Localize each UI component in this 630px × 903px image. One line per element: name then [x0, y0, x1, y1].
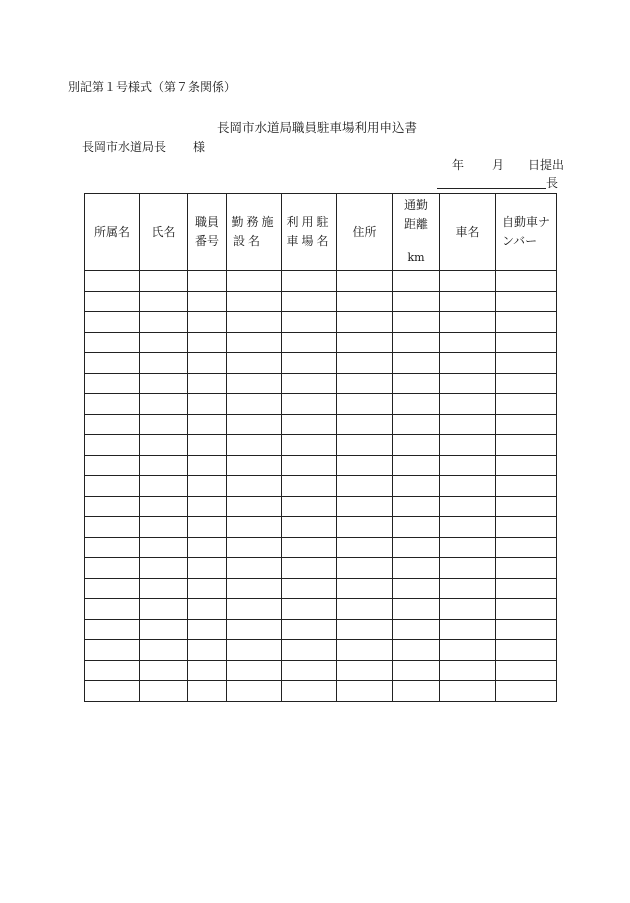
cell-car-name[interactable] — [440, 373, 496, 394]
cell-workplace[interactable] — [227, 476, 282, 497]
cell-department[interactable] — [85, 312, 140, 333]
cell-workplace[interactable] — [227, 681, 282, 702]
cell-car-name[interactable] — [440, 578, 496, 599]
cell-name[interactable] — [140, 660, 188, 681]
cell-address[interactable] — [337, 373, 393, 394]
cell-commute-distance[interactable] — [393, 681, 440, 702]
cell-address[interactable] — [337, 496, 393, 517]
cell-car-name[interactable] — [440, 619, 496, 640]
cell-staff-number[interactable] — [188, 578, 227, 599]
cell-license-plate[interactable] — [496, 332, 557, 353]
cell-parking-lot[interactable] — [282, 660, 337, 681]
cell-department[interactable] — [85, 373, 140, 394]
cell-commute-distance[interactable] — [393, 271, 440, 292]
cell-address[interactable] — [337, 332, 393, 353]
cell-name[interactable] — [140, 455, 188, 476]
cell-car-name[interactable] — [440, 476, 496, 497]
cell-name[interactable] — [140, 599, 188, 620]
cell-commute-distance[interactable] — [393, 619, 440, 640]
cell-department[interactable] — [85, 291, 140, 312]
table-row — [85, 312, 557, 333]
cell-license-plate[interactable] — [496, 537, 557, 558]
cell-department[interactable] — [85, 558, 140, 579]
date-day-submitted-label: 日提出 — [528, 158, 565, 172]
table-row — [85, 496, 557, 517]
cell-workplace[interactable] — [227, 537, 282, 558]
cell-address[interactable] — [337, 353, 393, 374]
cell-workplace[interactable] — [227, 414, 282, 435]
cell-license-plate[interactable] — [496, 455, 557, 476]
table-row — [85, 660, 557, 681]
cell-commute-distance[interactable] — [393, 660, 440, 681]
cell-department[interactable] — [85, 599, 140, 620]
cell-car-name[interactable] — [440, 681, 496, 702]
cell-parking-lot[interactable] — [282, 332, 337, 353]
cell-parking-lot[interactable] — [282, 578, 337, 599]
cell-address[interactable] — [337, 517, 393, 538]
date-month-label: 月 — [492, 158, 505, 172]
table-row — [85, 537, 557, 558]
cell-department[interactable] — [85, 271, 140, 292]
cell-car-name[interactable] — [440, 312, 496, 333]
cell-license-plate[interactable] — [496, 558, 557, 579]
table-row — [85, 681, 557, 702]
cell-department[interactable] — [85, 619, 140, 640]
cell-address[interactable] — [337, 414, 393, 435]
cell-parking-lot[interactable] — [282, 681, 337, 702]
cell-staff-number[interactable] — [188, 435, 227, 456]
cell-license-plate[interactable] — [496, 599, 557, 620]
cell-name[interactable] — [140, 640, 188, 661]
cell-name[interactable] — [140, 496, 188, 517]
cell-commute-distance[interactable] — [393, 312, 440, 333]
cell-parking-lot[interactable] — [282, 373, 337, 394]
cell-car-name[interactable] — [440, 517, 496, 538]
cell-staff-number[interactable] — [188, 476, 227, 497]
table-row — [85, 394, 557, 415]
cell-staff-number[interactable] — [188, 455, 227, 476]
cell-license-plate[interactable] — [496, 312, 557, 333]
table-row — [85, 414, 557, 435]
cell-license-plate[interactable] — [496, 394, 557, 415]
cell-workplace[interactable] — [227, 558, 282, 579]
cell-commute-distance[interactable] — [393, 517, 440, 538]
date-year-label: 年 — [452, 158, 465, 172]
cell-address[interactable] — [337, 619, 393, 640]
cell-license-plate[interactable] — [496, 640, 557, 661]
cell-parking-lot[interactable] — [282, 537, 337, 558]
table-row — [85, 373, 557, 394]
cell-name[interactable] — [140, 414, 188, 435]
cell-license-plate[interactable] — [496, 414, 557, 435]
cell-address[interactable] — [337, 660, 393, 681]
cell-parking-lot[interactable] — [282, 353, 337, 374]
table-header-row — [85, 194, 557, 271]
table-row — [85, 619, 557, 640]
cell-staff-number[interactable] — [188, 291, 227, 312]
cell-address[interactable] — [337, 578, 393, 599]
cell-license-plate[interactable] — [496, 619, 557, 640]
cell-name[interactable] — [140, 619, 188, 640]
cell-car-name[interactable] — [440, 271, 496, 292]
cell-parking-lot[interactable] — [282, 619, 337, 640]
cell-address[interactable] — [337, 640, 393, 661]
table-row — [85, 353, 557, 374]
cell-license-plate[interactable] — [496, 271, 557, 292]
document-title: 長岡市水道局職員駐車場利用申込書 — [217, 120, 418, 135]
addressee-honorific: 様 — [193, 140, 206, 154]
cell-workplace[interactable] — [227, 496, 282, 517]
cell-commute-distance[interactable] — [393, 414, 440, 435]
cell-commute-distance[interactable] — [393, 353, 440, 374]
table-row — [85, 578, 557, 599]
cell-workplace[interactable] — [227, 435, 282, 456]
cell-workplace[interactable] — [227, 271, 282, 292]
cell-address[interactable] — [337, 394, 393, 415]
cell-parking-lot[interactable] — [282, 394, 337, 415]
cell-parking-lot[interactable] — [282, 414, 337, 435]
cell-department[interactable] — [85, 578, 140, 599]
cell-parking-lot[interactable] — [282, 291, 337, 312]
cell-address[interactable] — [337, 599, 393, 620]
table-row — [85, 599, 557, 620]
cell-workplace[interactable] — [227, 394, 282, 415]
cell-commute-distance[interactable] — [393, 496, 440, 517]
cell-workplace[interactable] — [227, 332, 282, 353]
cell-license-plate[interactable] — [496, 353, 557, 374]
cell-address[interactable] — [337, 435, 393, 456]
cell-workplace[interactable] — [227, 640, 282, 661]
table-row — [85, 558, 557, 579]
cell-name[interactable] — [140, 681, 188, 702]
cell-commute-distance[interactable] — [393, 435, 440, 456]
cell-parking-lot[interactable] — [282, 312, 337, 333]
cell-license-plate[interactable] — [496, 435, 557, 456]
cell-parking-lot[interactable] — [282, 640, 337, 661]
cell-department[interactable] — [85, 476, 140, 497]
cell-staff-number[interactable] — [188, 414, 227, 435]
cell-address[interactable] — [337, 681, 393, 702]
cell-staff-number[interactable] — [188, 496, 227, 517]
cell-parking-lot[interactable] — [282, 435, 337, 456]
cell-staff-number[interactable] — [188, 619, 227, 640]
cell-car-name[interactable] — [440, 332, 496, 353]
header-name: 氏名 — [140, 194, 188, 271]
cell-car-name[interactable] — [440, 435, 496, 456]
header-department: 所属名 — [85, 194, 140, 271]
cell-staff-number[interactable] — [188, 660, 227, 681]
table-body — [85, 271, 557, 702]
cell-workplace[interactable] — [227, 373, 282, 394]
cell-commute-distance[interactable] — [393, 599, 440, 620]
cell-commute-distance[interactable] — [393, 394, 440, 415]
cell-parking-lot[interactable] — [282, 558, 337, 579]
cell-staff-number[interactable] — [188, 558, 227, 579]
cell-car-name[interactable] — [440, 496, 496, 517]
cell-car-name[interactable] — [440, 414, 496, 435]
cell-staff-number[interactable] — [188, 394, 227, 415]
cell-name[interactable] — [140, 394, 188, 415]
cell-department[interactable] — [85, 640, 140, 661]
cell-department[interactable] — [85, 496, 140, 517]
header-commute-distance: 通勤 距離 km — [393, 194, 440, 271]
cell-workplace[interactable] — [227, 353, 282, 374]
cell-commute-distance[interactable] — [393, 578, 440, 599]
cell-license-plate[interactable] — [496, 517, 557, 538]
cell-parking-lot[interactable] — [282, 599, 337, 620]
cell-car-name[interactable] — [440, 394, 496, 415]
cell-department[interactable] — [85, 353, 140, 374]
header-license-plate: 自動車ナ ンバー — [496, 194, 557, 271]
header-staff-number: 職員 番号 — [188, 194, 227, 271]
cell-address[interactable] — [337, 558, 393, 579]
cell-workplace[interactable] — [227, 291, 282, 312]
applicant-suffix: 長 — [545, 176, 558, 190]
cell-workplace[interactable] — [227, 455, 282, 476]
cell-address[interactable] — [337, 537, 393, 558]
cell-license-plate[interactable] — [496, 681, 557, 702]
cell-name[interactable] — [140, 558, 188, 579]
cell-workplace[interactable] — [227, 660, 282, 681]
applicant-signature-line[interactable] — [437, 176, 558, 190]
table-row — [85, 332, 557, 353]
header-parking-lot: 利用駐 車場名 — [282, 194, 337, 271]
cell-name[interactable] — [140, 312, 188, 333]
cell-name[interactable] — [140, 373, 188, 394]
cell-parking-lot[interactable] — [282, 271, 337, 292]
cell-car-name[interactable] — [440, 291, 496, 312]
cell-license-plate[interactable] — [496, 660, 557, 681]
cell-name[interactable] — [140, 353, 188, 374]
cell-name[interactable] — [140, 537, 188, 558]
cell-department[interactable] — [85, 394, 140, 415]
cell-license-plate[interactable] — [496, 476, 557, 497]
cell-car-name[interactable] — [440, 455, 496, 476]
form-number-label: 別記第１号様式（第７条関係） — [68, 80, 237, 94]
header-workplace: 勤務施 設名 — [227, 194, 282, 271]
table-row — [85, 517, 557, 538]
table-row — [85, 640, 557, 661]
cell-car-name[interactable] — [440, 660, 496, 681]
addressee-name: 長岡市水道局長 — [82, 140, 167, 154]
cell-department[interactable] — [85, 455, 140, 476]
table-row — [85, 455, 557, 476]
cell-parking-lot[interactable] — [282, 476, 337, 497]
cell-department[interactable] — [85, 332, 140, 353]
cell-commute-distance[interactable] — [393, 476, 440, 497]
cell-staff-number[interactable] — [188, 373, 227, 394]
cell-commute-distance[interactable] — [393, 332, 440, 353]
cell-staff-number[interactable] — [188, 312, 227, 333]
cell-staff-number[interactable] — [188, 517, 227, 538]
cell-name[interactable] — [140, 291, 188, 312]
cell-staff-number[interactable] — [188, 332, 227, 353]
cell-staff-number[interactable] — [188, 599, 227, 620]
cell-car-name[interactable] — [440, 537, 496, 558]
cell-name[interactable] — [140, 435, 188, 456]
cell-department[interactable] — [85, 517, 140, 538]
cell-workplace[interactable] — [227, 599, 282, 620]
cell-name[interactable] — [140, 578, 188, 599]
table-row — [85, 271, 557, 292]
cell-department[interactable] — [85, 681, 140, 702]
cell-name[interactable] — [140, 517, 188, 538]
cell-name[interactable] — [140, 332, 188, 353]
cell-department[interactable] — [85, 660, 140, 681]
cell-department[interactable] — [85, 537, 140, 558]
header-address: 住所 — [337, 194, 393, 271]
cell-parking-lot[interactable] — [282, 517, 337, 538]
cell-car-name[interactable] — [440, 558, 496, 579]
table-row — [85, 476, 557, 497]
cell-commute-distance[interactable] — [393, 640, 440, 661]
cell-commute-distance[interactable] — [393, 373, 440, 394]
cell-address[interactable] — [337, 455, 393, 476]
cell-staff-number[interactable] — [188, 640, 227, 661]
cell-license-plate[interactable] — [496, 578, 557, 599]
cell-workplace[interactable] — [227, 619, 282, 640]
cell-car-name[interactable] — [440, 599, 496, 620]
cell-commute-distance[interactable] — [393, 537, 440, 558]
cell-parking-lot[interactable] — [282, 496, 337, 517]
table-row — [85, 291, 557, 312]
cell-address[interactable] — [337, 312, 393, 333]
cell-staff-number[interactable] — [188, 537, 227, 558]
addressee — [82, 140, 205, 154]
cell-department[interactable] — [85, 435, 140, 456]
cell-name[interactable] — [140, 476, 188, 497]
cell-staff-number[interactable] — [188, 271, 227, 292]
cell-car-name[interactable] — [440, 640, 496, 661]
cell-parking-lot[interactable] — [282, 455, 337, 476]
cell-workplace[interactable] — [227, 578, 282, 599]
header-car-name: 車名 — [440, 194, 496, 271]
cell-name[interactable] — [140, 271, 188, 292]
cell-workplace[interactable] — [227, 517, 282, 538]
cell-department[interactable] — [85, 414, 140, 435]
applicant-underline — [437, 188, 546, 189]
cell-car-name[interactable] — [440, 353, 496, 374]
cell-license-plate[interactable] — [496, 291, 557, 312]
cell-commute-distance[interactable] — [393, 291, 440, 312]
cell-license-plate[interactable] — [496, 373, 557, 394]
table-row — [85, 435, 557, 456]
cell-address[interactable] — [337, 271, 393, 292]
cell-license-plate[interactable] — [496, 496, 557, 517]
cell-address[interactable] — [337, 476, 393, 497]
cell-address[interactable] — [337, 291, 393, 312]
cell-commute-distance[interactable] — [393, 455, 440, 476]
application-table — [84, 193, 557, 702]
cell-workplace[interactable] — [227, 312, 282, 333]
cell-staff-number[interactable] — [188, 681, 227, 702]
cell-commute-distance[interactable] — [393, 558, 440, 579]
submission-date-line — [452, 158, 564, 172]
cell-staff-number[interactable] — [188, 353, 227, 374]
